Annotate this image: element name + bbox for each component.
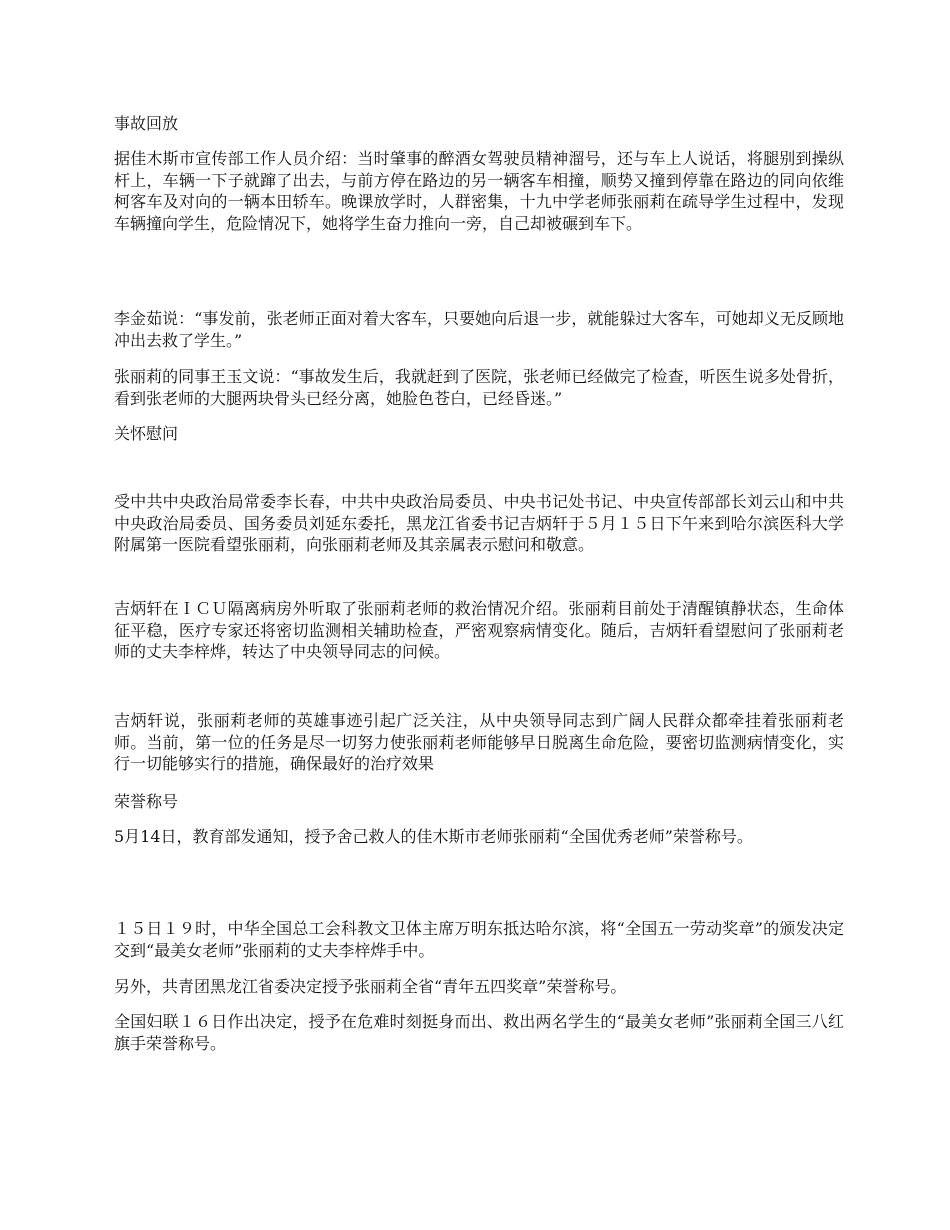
- paragraph-ji: 吉炳轩说，张丽莉老师的英雄事迹引起广泛关注，从中央领导同志到广阔人民群众都牵挂着张丽莉老师。当前，第一位的任务是尽一切努力使张丽莉老师能够早日脱离生命危险，要密切监测病情变化，实行一切能够实行的措施，确保最好的治疗效果: [114, 711, 844, 773]
- paragraph-incident: 据佳木斯市宣传部工作人员介绍：当时肇事的醉酒女驾驶员精神溜号，还与车上人说话，将腿别到操纵杆上，车辆一下子就蹿了出去，与前方停在路边的另一辆客车相撞，顺势又撞到停靠在路边的同向依维柯客车及对向的一辆本田轿车。晚课放学时，人群密集，十九中学老师张丽莉在疏导学生过程中，发现车辆撞向学生，危险情况下，她将学生奋力推向一旁，自己却被碾到车下。: [114, 149, 844, 233]
- paragraph-women: 全国妇联１６日作出决定，授予在危难时刻挺身而出、救出两名学生的“最美女老师”张丽莉全国三八红旗手荣誉称号。: [114, 1012, 844, 1053]
- paragraph-quote-li: 李金茹说：“事发前，张老师正面对着大客车，只要她向后退一步，就能躲过大客车，可她却义无反顾地冲出去救了学生。”: [114, 309, 844, 350]
- paragraph-youth: 另外，共青团黑龙江省委决定授予张丽莉全省“青年五四奖章”荣誉称号。: [114, 977, 627, 996]
- section-heading-honor: 荣誉称号: [114, 792, 179, 811]
- paragraph-quote-wang: 张丽莉的同事王玉文说：“事故发生后，我就赶到了医院，张老师已经做完了检查，听医生说多处骨折，看到张老师的大腿两块骨头已经分离，她脸色苍白，已经昏迷。”: [114, 367, 844, 408]
- paragraph-visit: 受中共中央政治局常委李长春，中共中央政治局委员、中央书记处书记、中央宣传部部长刘云山和中共中央政治局委员、国务委员刘延东委托，黑龙江省委书记吉炳轩于５月１５日下午来到哈尔滨医科大学附属第一医院看望张丽莉，向张丽莉老师及其亲属表示慰问和敬意。: [114, 492, 844, 554]
- paragraph-icu: 吉炳轩在ＩＣＵ隔离病房外听取了张丽莉老师的救治情况介绍。张丽莉目前处于清醒镇静状态，生命体征平稳，医疗专家还将密切监测相关辅助检查，严密观察病情变化。随后，吉炳轩看望慰问了张丽莉老师的丈夫李梓烨，转达了中央领导同志的问候。: [114, 599, 844, 661]
- section-heading-care: 关怀慰问: [114, 424, 179, 443]
- section-heading-incident: 事故回放: [114, 114, 179, 133]
- paragraph-moe: 5月14日，教育部发通知，授予舍己救人的佳木斯市老师张丽莉“全国优秀老师”荣誉称号。: [114, 827, 753, 846]
- paragraph-acftu: １５日１９时，中华全国总工会科教文卫体主席万明东抵达哈尔滨，将“全国五一劳动奖章”的颁发决定交到“最美女老师”张丽莉的丈夫李梓烨手中。: [114, 919, 844, 960]
